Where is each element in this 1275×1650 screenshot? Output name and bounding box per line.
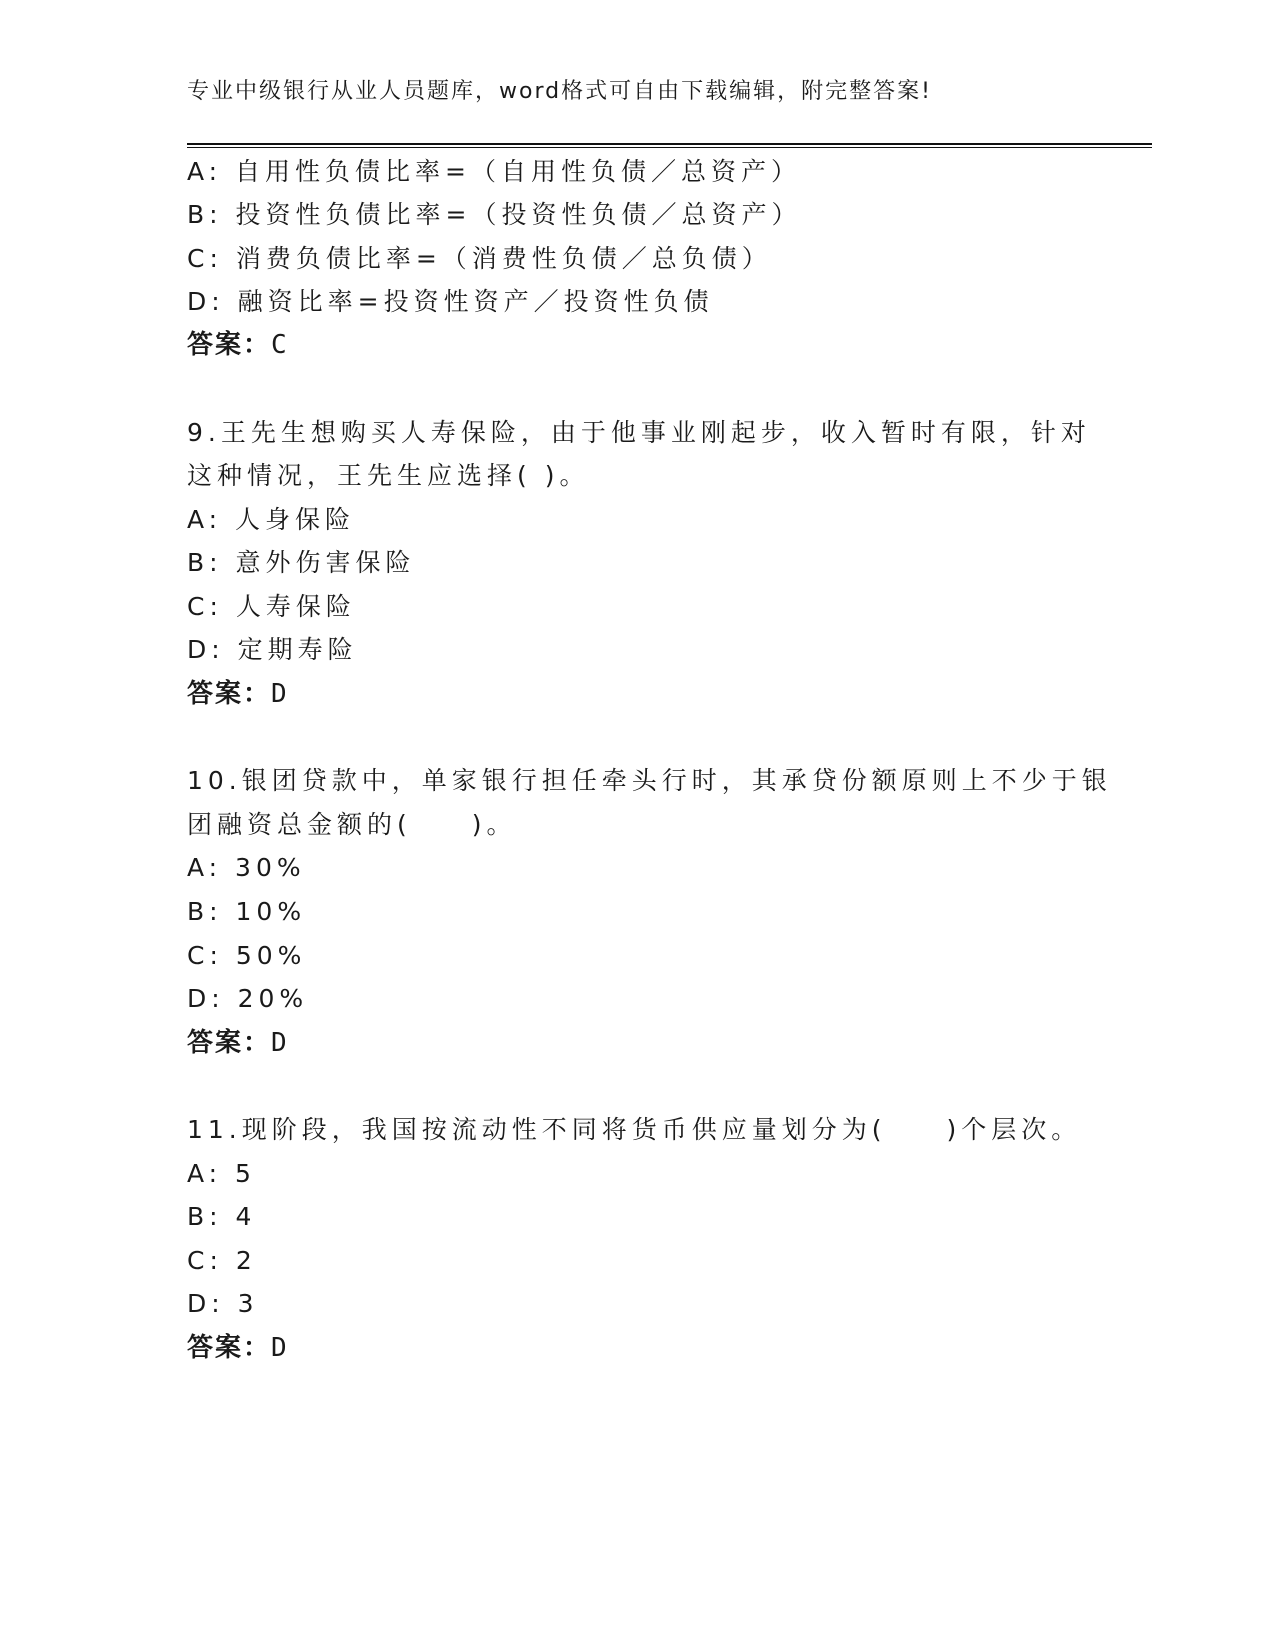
- answer-label: 答案：: [187, 330, 272, 360]
- q8-option-c: C: 消费负债比率=（消费性负债／总负债）: [187, 244, 772, 273]
- q9-option-c: C: 人寿保险: [187, 592, 356, 621]
- q10-option-c: C: 50%: [187, 941, 307, 970]
- q10-option-b: B: 10%: [187, 897, 307, 926]
- q9-stem-line1: 9.王先生想购买人寿保险，由于他事业刚起步，收入暂时有限，针对: [187, 418, 1091, 447]
- q10-answer: [187, 1028, 289, 1058]
- q11-option-d: D: 3: [187, 1289, 259, 1318]
- header-divider: [187, 143, 1152, 148]
- q11-answer: [187, 1333, 289, 1363]
- q8-answer: [187, 330, 289, 360]
- q10-stem-line2: 团融资总金额的( )。: [187, 810, 517, 839]
- q8-option-d: D: 融资比率=投资性资产／投资性负债: [187, 287, 714, 316]
- q9-option-b: B: 意外伤害保险: [187, 548, 416, 577]
- q11-option-c: C: 2: [187, 1246, 257, 1275]
- page-header: 专业中级银行从业人员题库，word格式可自由下载编辑，附完整答案!: [187, 79, 932, 104]
- q9-stem-line2: 这种情况，王先生应选择( )。: [187, 461, 590, 490]
- answer-label: 答案：: [187, 1028, 272, 1058]
- q10-stem-line1: 10.银团贷款中，单家银行担任牵头行时，其承贷份额原则上不少于银: [187, 766, 1112, 795]
- q10-option-d: D: 20%: [187, 984, 309, 1013]
- answer-label: 答案：: [187, 679, 272, 709]
- q11-stem-line1: 11.现阶段，我国按流动性不同将货币供应量划分为( )个层次。: [187, 1115, 1082, 1144]
- answer-value: D: [271, 1028, 289, 1058]
- q9-option-d: D: 定期寿险: [187, 635, 358, 664]
- q11-option-b: B: 4: [187, 1202, 257, 1231]
- answer-value: D: [271, 1333, 289, 1363]
- q8-option-b: B: 投资性负债比率=（投资性负债／总资产）: [187, 200, 802, 229]
- q8-option-a: A: 自用性负债比率=（自用性负债／总资产）: [187, 157, 801, 186]
- q10-option-a: A: 30%: [187, 853, 306, 882]
- answer-label: 答案：: [187, 1333, 272, 1363]
- q9-option-a: A: 人身保险: [187, 505, 356, 534]
- answer-value: D: [271, 679, 289, 709]
- q9-answer: [187, 679, 289, 709]
- q11-option-a: A: 5: [187, 1159, 256, 1188]
- answer-value: C: [271, 330, 289, 360]
